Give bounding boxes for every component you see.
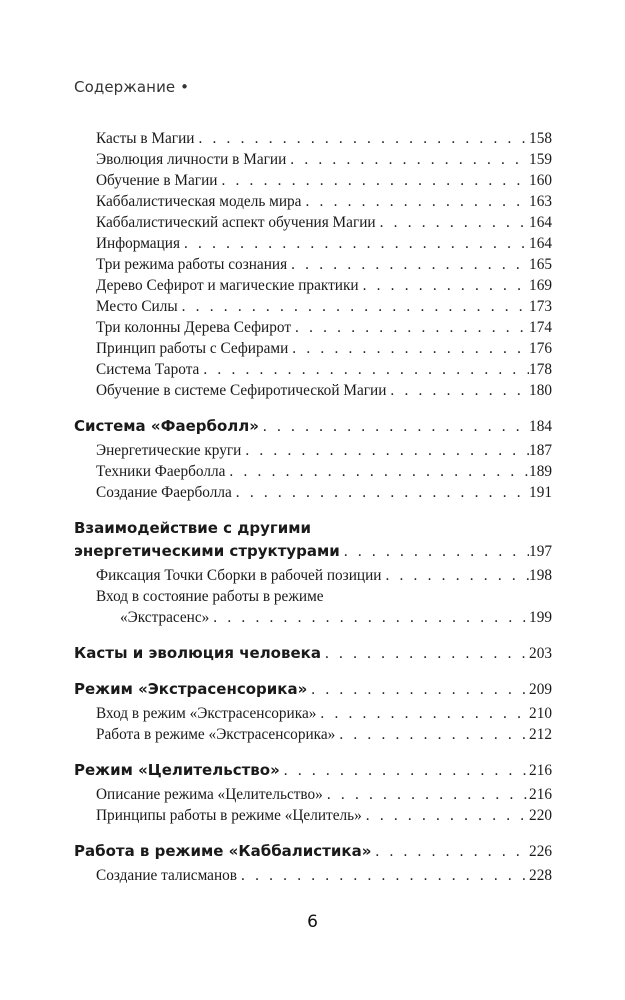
toc-section-title: энергетическими структурами [74,542,340,560]
dot-leader [194,128,529,149]
toc-section-title: Режим «Экстрасенсорика» [74,680,308,698]
dot-leader [340,540,529,563]
toc-entry-title: Три колонны Дерева Сефирот [96,319,292,336]
toc-entry-title: Три режима работы сознания [96,256,288,273]
toc-entry[interactable] [74,191,552,212]
toc-entry-title: Обучение в Магии [96,172,218,189]
toc-section-page: 184 [529,418,552,435]
toc-entry-title: Создание талисманов [96,867,238,884]
toc-entry-page: 191 [529,484,552,501]
toc-entry-title: Система Тарота [96,361,200,378]
toc-entry-page: 180 [529,382,552,399]
toc-section-title: Режим «Целительство» [74,761,280,779]
dot-leader [335,724,529,745]
toc-entry-page: 173 [529,298,552,315]
toc-entry-page: 189 [529,463,552,480]
dot-leader [287,254,529,275]
toc-section-heading[interactable] [74,759,552,782]
dot-leader [362,805,529,826]
toc-section-title: Касты и эволюция человека [74,644,321,662]
toc-section-kabbalistics [74,840,552,886]
toc-entry-page: 163 [529,193,552,210]
toc-entry-page: 178 [529,361,552,378]
toc-entry[interactable] [74,482,552,503]
toc-entry-title: Энергетические круги [96,442,242,459]
toc-entry-page: 216 [529,786,552,803]
dot-leader [376,212,529,233]
toc-section-title: Система «Фаерболл» [74,417,259,435]
dot-leader [291,317,529,338]
toc-entry-title: «Экстрасенс» [120,609,210,626]
dot-leader [259,415,529,438]
toc-entry[interactable] [74,128,552,149]
dot-leader [386,380,529,401]
dot-leader [286,149,529,170]
toc-entry-page: 160 [529,172,552,189]
toc-entry[interactable] [74,149,552,170]
toc-entry[interactable] [74,317,552,338]
dot-leader [241,440,529,461]
toc-entry[interactable] [74,359,552,380]
toc-section-page: 209 [529,681,552,698]
toc-entry-title: Создание Фаерболла [96,484,232,501]
toc-entry-title: Каббалистический аспект обучения Магии [96,214,376,231]
dot-leader [237,865,529,886]
toc-section-page: 197 [529,543,552,560]
toc-section-title-line1[interactable]: Взаимодействие с другими [74,519,311,537]
toc-entry[interactable] [74,607,552,628]
toc-entry-title: Информация [96,235,180,252]
toc-section-heading[interactable] [74,642,552,665]
toc-entry[interactable] [74,380,552,401]
toc-entry[interactable] [74,212,552,233]
toc-entry-title: Фиксация Точки Сборки в рабочей позиции [96,567,382,584]
dot-leader [217,170,529,191]
toc-entry-page: 198 [529,567,552,584]
toc-entry-page: 199 [529,609,552,626]
toc-section-page: 216 [529,762,552,779]
toc-entry-page: 187 [529,442,552,459]
toc-entry-title: Дерево Сефирот и магические практики [96,277,359,294]
toc-section-page: 203 [529,645,552,662]
dot-leader [209,607,529,628]
toc-entry-title: Эволюция личности в Магии [96,151,287,168]
toc-entry-page: 158 [529,130,552,147]
dot-leader [178,296,529,317]
toc-entry-title: Работа в режиме «Экстрасенсорика» [96,726,336,743]
toc-entry-page: 165 [529,256,552,273]
dot-leader [180,233,529,254]
toc-entry[interactable] [74,865,552,886]
dot-leader [323,784,529,805]
toc-entry[interactable] [74,461,552,482]
toc-entry[interactable] [74,724,552,745]
dot-leader [321,642,529,665]
toc-entry[interactable] [74,565,552,586]
dot-leader [316,703,529,724]
toc-entry-page: 210 [529,705,552,722]
toc-entry-title: Обучение в системе Сефиротической Магии [96,382,387,399]
toc-section-extrasensorics [74,678,552,745]
dot-leader [301,191,529,212]
toc-section-page: 226 [529,843,552,860]
toc-section-heading[interactable] [74,415,552,438]
toc-section-interaction [74,516,552,628]
toc-entry-page: 176 [529,340,552,357]
toc-section-title: Работа в режиме «Каббалистика» [74,842,372,860]
toc-entry-title: Каббалистическая модель мира [96,193,302,210]
toc-entry-title: Принцип работы с Сефирами [96,340,289,357]
dot-leader [359,275,529,296]
toc-entry[interactable] [74,805,552,826]
toc-entry-page: 228 [529,867,552,884]
toc-entry[interactable] [74,784,552,805]
toc-entry[interactable] [74,296,552,317]
dot-leader [280,759,529,782]
dot-leader [225,461,529,482]
dot-leader [371,840,529,863]
toc-entry[interactable] [74,254,552,275]
toc-entry[interactable] [74,170,552,191]
page-number: 6 [307,912,318,932]
toc-section-castes [74,642,552,665]
toc-entry-title: Вход в режим «Экстрасенсорика» [96,705,317,722]
toc-section-heading[interactable] [74,840,552,863]
toc-entry[interactable] [74,703,552,724]
toc-entry-page: 169 [529,277,552,294]
toc-entry-page: 220 [529,807,552,824]
toc-section-fireball [74,415,552,503]
toc-entry-page: 164 [529,235,552,252]
toc-entry-title: Касты в Магии [96,130,195,147]
toc-group-magic [74,128,552,401]
table-of-contents [74,128,552,886]
dot-leader [288,338,529,359]
toc-entry-title: Место Силы [96,298,178,315]
toc-entry-title: Техники Фаерболла [96,463,226,480]
running-head: Содержание • [74,78,190,96]
toc-entry-page: 159 [529,151,552,168]
dot-leader [307,678,529,701]
toc-entry-title: Описание режима «Целительство» [96,786,323,803]
toc-entry-page: 174 [529,319,552,336]
dot-leader [232,482,529,503]
toc-entry-title-line1[interactable]: Вход в состояние работы в режиме [96,588,324,605]
toc-entry[interactable] [74,275,552,296]
toc-section-heading[interactable] [74,678,552,701]
toc-entry-title: Принципы работы в режиме «Целитель» [96,807,362,824]
dot-leader [381,565,529,586]
dot-leader [199,359,529,380]
toc-entry[interactable] [74,440,552,461]
toc-entry-page: 164 [529,214,552,231]
toc-entry[interactable] [74,233,552,254]
toc-section-heading[interactable] [74,540,552,563]
toc-entry-page: 212 [529,726,552,743]
toc-entry[interactable] [74,338,552,359]
toc-section-healing [74,759,552,826]
